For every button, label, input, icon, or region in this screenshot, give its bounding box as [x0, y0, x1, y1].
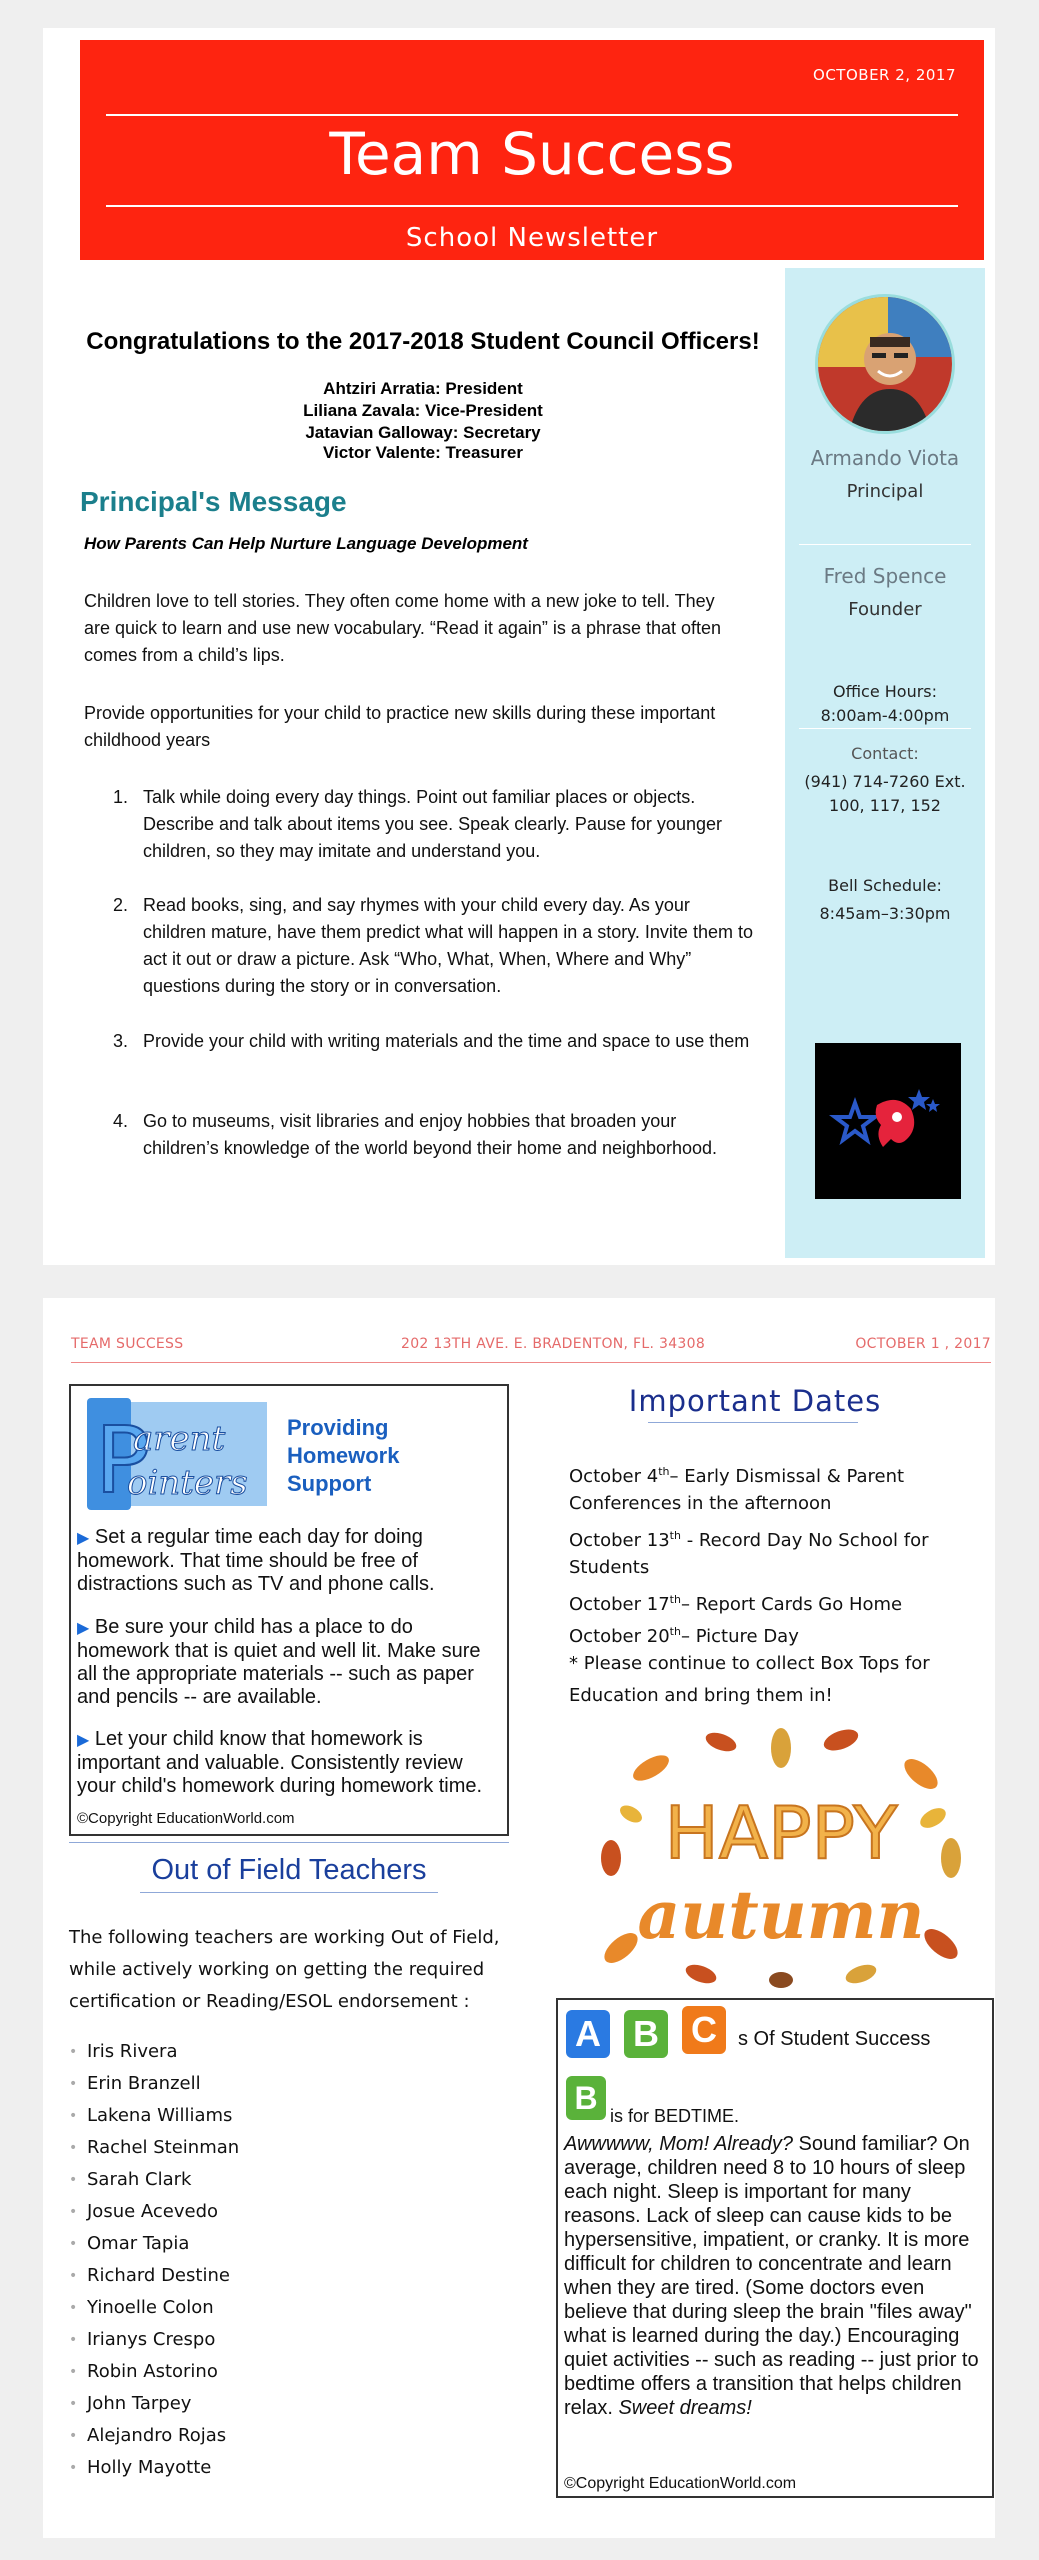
tip-item — [77, 1616, 501, 1709]
title-line: Providing — [287, 1415, 389, 1440]
list-text: Read books, sing, and say rhymes with your child every day. As your children mature, have them predict what will happen in a story. Invite them to act it out or draw a picture. Ask “Who, What, When, Where and Why” questions during the story or in conversation. — [143, 895, 753, 996]
date-text: – Report Cards Go Home — [680, 1594, 903, 1615]
list-number: 1. — [113, 787, 129, 807]
principal-message-paragraph: Provide opportunities for your child to practice new skills during these important childhood years — [84, 703, 716, 750]
article-opening: Awwwww, Mom! Already? — [564, 2133, 793, 2155]
date-text: - Record Day No School for — [680, 1530, 929, 1551]
banner-rule-bottom — [106, 205, 958, 207]
list-item: • John Tarpey — [69, 2388, 191, 2420]
list-number: 4. — [113, 1111, 129, 1131]
section-rule — [69, 1842, 509, 1843]
abcs-of-student-success-box — [556, 1998, 994, 2498]
principal-message-heading: Principal's Message — [80, 486, 347, 517]
parent-pointers-box — [69, 1384, 509, 1836]
list-item: • Iris Rivera — [69, 2036, 177, 2068]
list-item: • Sarah Clark — [69, 2164, 191, 2196]
sidebar-divider — [799, 728, 971, 729]
date-text: October 20 — [569, 1626, 670, 1647]
newsletter-page-1 — [43, 28, 995, 1265]
out-of-field-heading: Out of Field Teachers — [151, 1854, 427, 1886]
list-item: • Holly Mayotte — [69, 2452, 211, 2484]
date-text: October 13 — [569, 1530, 670, 1551]
heading-underline — [648, 1422, 858, 1423]
date-line: Education and bring them in! — [569, 1685, 833, 1706]
ordinal: th — [658, 1465, 670, 1478]
bedtime-article — [564, 2132, 992, 2420]
principal-message-subheading: How Parents Can Help Nurture Language Development — [84, 534, 528, 553]
newsletter-banner — [80, 40, 984, 260]
article-closing: Sweet dreams! — [618, 2397, 752, 2419]
principal-role: Principal — [846, 481, 924, 502]
logo-word-2: ointers — [127, 1463, 248, 1503]
date-text: – Picture Day — [680, 1626, 799, 1647]
happy-autumn-graphic — [581, 1718, 981, 1998]
list-text: Provide your child with writing materials and the time and space to use them — [143, 1031, 750, 1051]
principal-name: Armando Viota — [810, 446, 960, 470]
officer-line: Jatavian Galloway: Secretary — [305, 423, 541, 442]
autumn-text: autumn — [637, 1876, 925, 1954]
header-date: OCTOBER 1 , 2017 — [855, 1336, 991, 1352]
student-council-officers — [273, 378, 573, 464]
list-item: • Omar Tapia — [69, 2228, 189, 2260]
ordinal: th — [669, 1593, 681, 1606]
banner-rule-top — [106, 114, 958, 116]
header-address: 202 13TH AVE. E. BRADENTON, FL. 34308 — [401, 1336, 706, 1352]
tip-text: Let your child know that homework is important and valuable. Consistently review your child's homework during homework time. — [77, 1728, 483, 1797]
bullet-arrow-icon: ▶ — [77, 1732, 90, 1749]
letter-block-a: A — [566, 2010, 610, 2058]
abcs-title: s Of Student Success — [738, 2028, 931, 2050]
list-item: • Yinoelle Colon — [69, 2292, 214, 2324]
school-logo — [815, 1043, 961, 1199]
important-dates-heading: Important Dates — [628, 1384, 882, 1418]
list-item: • Rachel Steinman — [69, 2132, 239, 2164]
list-item: • Alejandro Rojas — [69, 2420, 226, 2452]
list-item: • Richard Destine — [69, 2260, 230, 2292]
svg-text:P: P — [95, 1407, 151, 1514]
title-line: Support — [287, 1471, 372, 1496]
newsletter-title: Team Success — [329, 120, 735, 188]
copyright-text: ©Copyright EducationWorld.com — [77, 1810, 295, 1827]
letter-block-b: B — [566, 2076, 606, 2120]
article-body: Sound familiar? On average, children need 8 to 10 hours of sleep each night. Sleep is important for many reasons. Lack of sleep can cause kids to be hypersensitive, impatient, or cranky. It is more difficult for children to concentrate and learn when they are tired. (Some doctors even believe that during sleep the brain "files away" what is learned during the day.) Encouraging quiet activities -- such as reading -- just prior to bedtime offers a transition that helps children relax. — [564, 2133, 979, 2419]
parent-pointers-title — [287, 1414, 399, 1498]
list-item — [113, 892, 753, 1000]
list-item: • Lakena Williams — [69, 2100, 232, 2132]
date-line: Students — [569, 1557, 650, 1578]
date-text: – Early Dismissal & Parent — [669, 1466, 905, 1487]
principal-photo — [815, 294, 955, 434]
list-text: Talk while doing every day things. Point out familiar places or objects. Describe and talk about items you see. Speak clearly. Pause for younger children, so they may imitate and understand you. — [143, 787, 722, 861]
founder-role: Founder — [848, 599, 922, 620]
date-text: October 17 — [569, 1594, 670, 1615]
newsletter-page-2 — [43, 1298, 995, 2538]
date-line: * Please continue to collect Box Tops for — [569, 1653, 930, 1674]
list-text: Go to museums, visit libraries and enjoy hobbies that broaden your children’s knowledge of the world beyond their home and neighborhood. — [143, 1111, 718, 1158]
tip-item — [77, 1526, 501, 1596]
student-council-heading: Congratulations to the 2017-2018 Student Council Officers! — [86, 328, 760, 355]
letter-block-b: B — [624, 2010, 668, 2058]
principal-message-paragraph: Children love to tell stories. They often come home with a new joke to tell. They are quick to learn and use new vocabulary. “Read it again” is a phrase that often comes from a child’s lips. — [84, 591, 722, 665]
ordinal: th — [669, 1529, 681, 1542]
tip-text: Be sure your child has a place to do homework that is quiet and well lit. Make sure all the appropriate materials -- such as paper and pencils -- are available. — [77, 1616, 481, 1708]
contact-phone: (941) 714-7260 Ext. 100, 117, 152 — [804, 772, 966, 815]
copyright-text: ©Copyright EducationWorld.com — [564, 2475, 797, 2492]
list-item — [113, 1108, 753, 1162]
ordinal: th — [669, 1625, 681, 1638]
contact-sidebar — [785, 268, 985, 1258]
logo-word-1: arent — [133, 1419, 226, 1459]
tip-text: Set a regular time each day for doing homework. That time should be free of distractions such as TV and phone calls. — [77, 1526, 435, 1595]
parent-pointers-logo — [83, 1394, 271, 1514]
happy-text: HAPPY — [664, 1791, 898, 1875]
letter-block-c: C — [682, 2006, 726, 2054]
bullet-arrow-icon: ▶ — [77, 1620, 90, 1637]
header-left: TEAM SUCCESS — [71, 1336, 184, 1352]
sidebar-divider — [799, 544, 971, 545]
list-number: 2. — [113, 895, 129, 915]
bell-schedule-value: 8:45am–3:30pm — [819, 904, 951, 923]
list-item: • Irianys Crespo — [69, 2324, 215, 2356]
list-number: 3. — [113, 1031, 129, 1051]
contact-label: Contact: — [851, 744, 919, 763]
date-text: October 4 — [569, 1466, 659, 1487]
out-of-field-paragraph: The following teachers are working Out of Field, while actively working on getting the required certification or Reading/ESOL endorsement : — [69, 1927, 500, 2012]
list-item — [113, 1028, 753, 1055]
tip-item — [77, 1728, 501, 1798]
officer-line: Victor Valente: Treasurer — [322, 443, 523, 462]
officer-line: Ahtziri Arratia: President — [323, 379, 523, 398]
bullet-arrow-icon: ▶ — [77, 1530, 90, 1547]
header-rule — [71, 1362, 991, 1363]
list-item: • Robin Astorino — [69, 2356, 218, 2388]
bedtime-label: is for BEDTIME. — [610, 2106, 740, 2126]
officer-line: Liliana Zavala: Vice-President — [303, 401, 543, 420]
list-item — [113, 784, 753, 865]
list-item: • Josue Acevedo — [69, 2196, 218, 2228]
list-item: • Erin Branzell — [69, 2068, 201, 2100]
founder-name: Fred Spence — [823, 564, 947, 588]
newsletter-subtitle: School Newsletter — [405, 223, 659, 253]
banner-date: OCTOBER 2, 2017 — [813, 66, 956, 84]
title-line: Homework — [287, 1443, 400, 1468]
date-line: Conferences in the afternoon — [569, 1493, 832, 1514]
bell-schedule-label: Bell Schedule: — [828, 876, 942, 895]
office-hours-value: 8:00am-4:00pm — [820, 706, 950, 725]
office-hours-label: Office Hours: — [832, 682, 938, 701]
heading-underline — [140, 1892, 438, 1893]
